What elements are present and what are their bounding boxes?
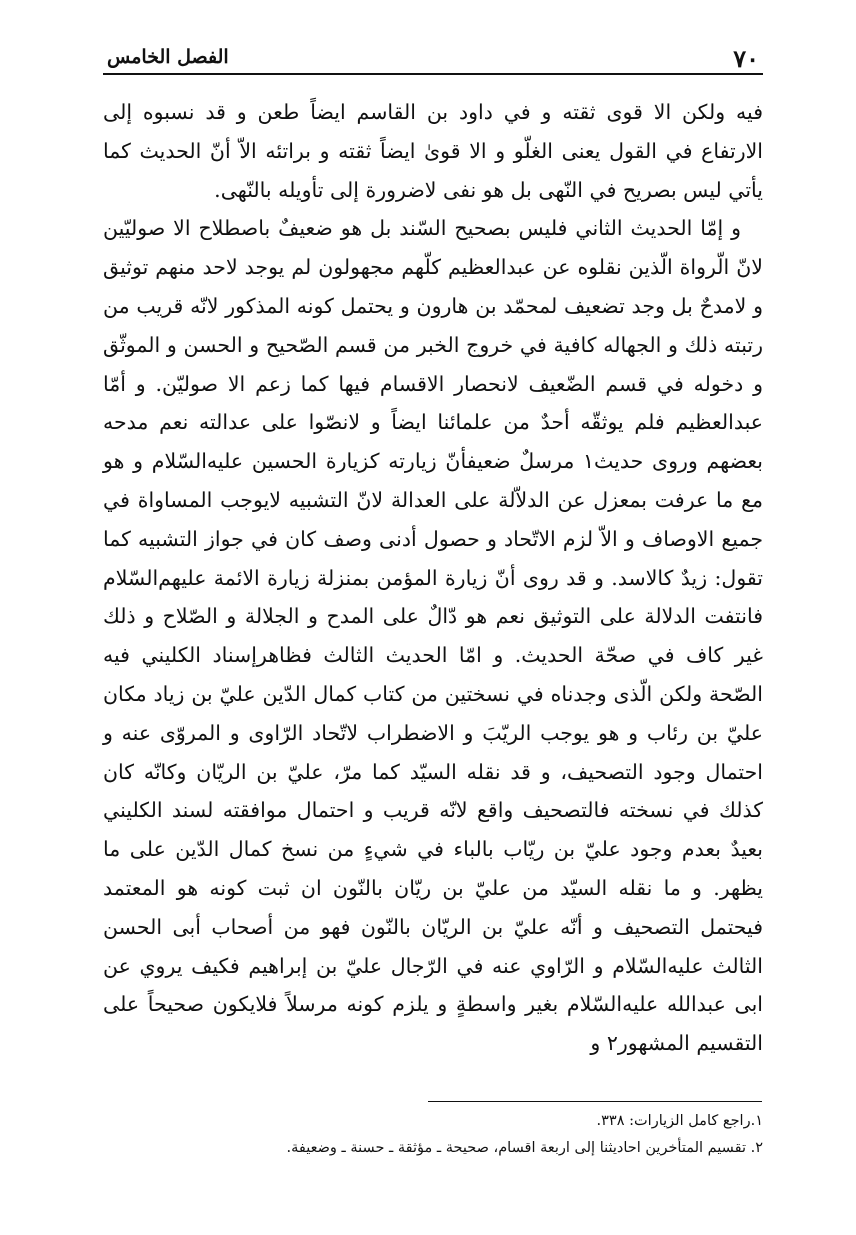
main-text — [103, 93, 763, 1063]
footnote-2: ٢. تقسيم المتأخرين احاديثنا إلى اربعة اقسام، صحيحة ـ مؤثقة ـ حسنة ـ وضعيفة. — [286, 1140, 763, 1156]
paragraph-2: و إمّا الحديث الثاني فليس بصحيح السّند بل هو ضعيفٌ باصطلاح الا صوليّين لانّ الّرواة الّذين نقلوه عن عبدالعظيم كلّهم مجهولون لم يوجد لاحد منهم توثيق و لامدحٌ بل وجد تضعيف لمحمّد بن هارون و يحتمل كونه المذكور لانّه قريب من رتبته ذلك و الجهاله كافية في خروج الخبر من قسم الصّحيح و الحسن و الموثّق و دخوله في قسم الضّعيف لانحصار الاقسام فيها كما زعم الا صوليّن. و أمّا عبدالعظيم فلم يوثقّه أحدٌ من علمائنا ايضاً و لانصّوا على عدالته نعم مدحه بعضهم وروى حديث١ مرسلٌ ضعيفأنّ زيارته كزيارة الحسين عليه‌السّلام و هو مع ما عرفت بمعزل عن الدلاّلة على العدالة لانّ التشبيه لايوجب المساواة في جميع الاوصاف و الاّ لزم الاتّحاد و حصول أدنى وصف كان في جواز التشبيه كما تقول: زيدٌ كالاسد. و قد روى أنّ زيارة المؤمن بمنزلة زيارة الائمة عليهم‌السّلام فانتفت الدلالة على التوثيق نعم هو دّالٌ على المدح و الجلالة و الصّلاح و ذلك غير كاف في صحّة الحديث. و امّا الحديث الثالث فظاهرإسناد الكليني فيه الصّحة ولكن الّذى وجدناه في نسختين من كتاب كمال الدّين عليّ بن زياد مكان عليّ بن رئاب و هو يوجب الريّبَ و الاضطراب لاتّحاد الرّاوى و المروّى عنه و احتمال وجود التصحيف، و قد نقله السيّد كما مرّ، عليّ بن الريّان وكانّه كان كذلك في نسخته فالتصحيف واقع لانّه قريب و احتمال موافقته لسند الكليني بعيدٌ بعدم وجود عليّ بن ريّاب بالباء في شيءٍ من نسخ كمال الدّين على ما يظهر. و ما نقله السيّد من عليّ بن ريّان بالنّون ان ثبت كونه هو المعتمد فيحتمل التصحيف و أنّه عليّ بن الريّان بالنّون فهو من أصحاب أبى الحسن الثالث عليه‌السّلام و الرّاوي عنه في الرّجال عليّ بن إبراهيم فكيف يروي عن ابى عبدالله عليه‌السّلام بغير واسطةٍ و يلزم كونه مرسلاً فلايكون صحيحاً على التقسيم المشهور٢ و — [103, 216, 763, 1056]
header-divider — [103, 73, 763, 75]
running-header — [103, 38, 763, 72]
chapter-title: الفصل الخامس — [107, 46, 229, 68]
footnote-divider — [428, 1101, 762, 1102]
page-number: ٧٠ — [733, 44, 759, 73]
footnotes — [103, 1108, 763, 1162]
paragraph-1: فيه ولكن الا قوى ثقته و في داود بن القاسم ايضاً طعن و قد نسبوه إلى الارتفاع في القول يعنى الغلّو و الا قوىٰ ايضاً ثقته و براتئه الاّ أنّ الحديث كما يأتي ليس بصريح في النّهى بل هو نفى لاضرورة إلى تأويله بالنّهى. — [103, 100, 763, 202]
footnote-1: ١.راجع كامل الزيارات: ٣٣٨. — [596, 1113, 763, 1129]
